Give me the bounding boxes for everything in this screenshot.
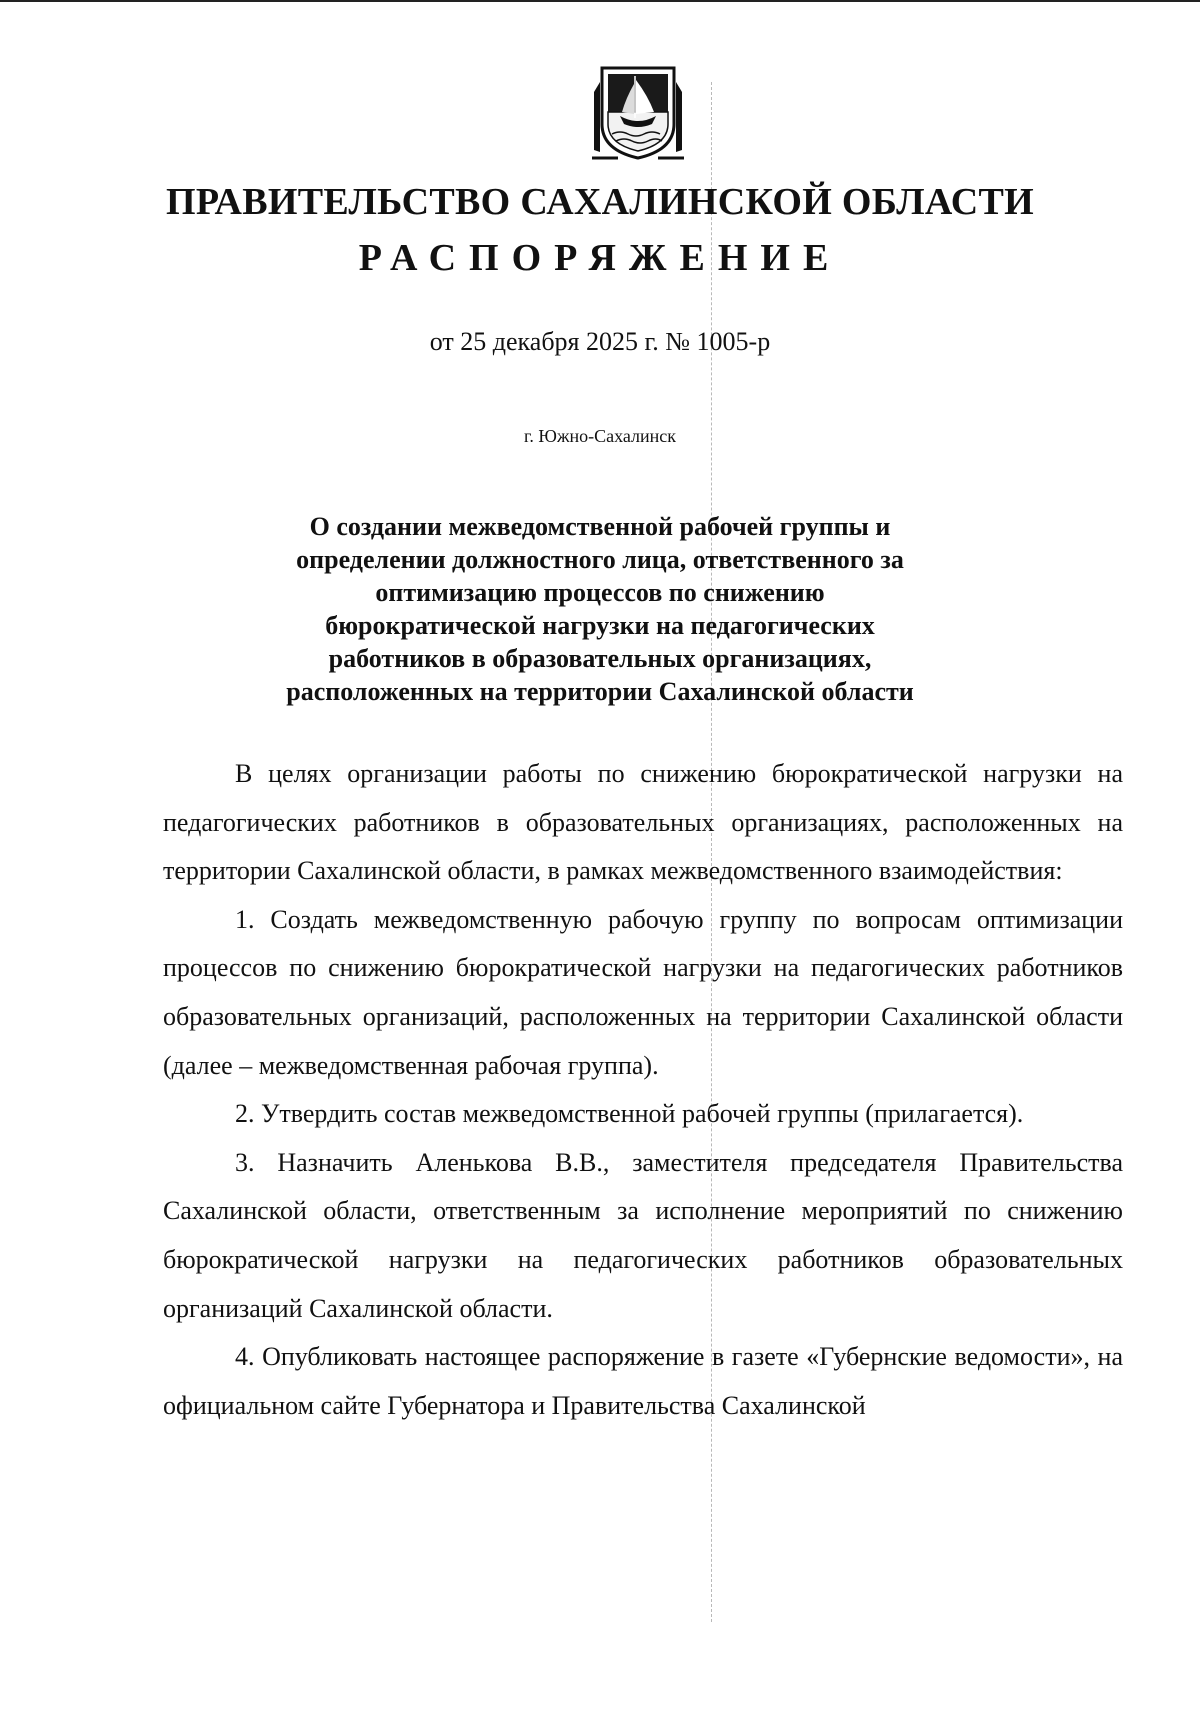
document-title-line: расположенных на территории Сахалинской области xyxy=(286,677,914,706)
preamble-paragraph: В целях организации работы по снижению бюрократической нагрузки на педагогических работников в образовательных организациях, расположенных на территории Сахалинской области, в рамках межведомственного взаимодействия: xyxy=(163,759,1123,886)
document-title xyxy=(250,510,950,708)
government-name: ПРАВИТЕЛЬСТВО САХАЛИНСКОЙ ОБЛАСТИ xyxy=(166,181,1034,223)
sakhalin-coat-of-arms-icon xyxy=(590,62,686,162)
document-title-line: бюрократической нагрузки на педагогических xyxy=(325,611,875,640)
document-title-line: работников в образовательных организациях, xyxy=(328,644,872,673)
document-title-line: определении должностного лица, ответственного за xyxy=(296,545,904,574)
document-body xyxy=(163,750,1123,1430)
document-city: г. Южно-Сахалинск xyxy=(523,426,677,446)
document-type: РАСПОРЯЖЕНИЕ xyxy=(358,237,842,279)
document-date-number: от 25 декабря 2025 г. № 1005-р xyxy=(429,327,771,356)
clause-paragraph-3: 3. Назначить Аленькова В.В., заместителя председателя Правительства Сахалинской области, ответственным за исполнение мероприятий по снижению бюрократической нагрузки на педагогических работников образовательных организаций Сахалинской области. xyxy=(163,1147,1123,1323)
document-title-line: О создании межведомственной рабочей группы и xyxy=(309,512,891,541)
clause-paragraph-4: 4. Опубликовать настоящее распоряжение в газете «Губернские ведомости», на официальном сайте Губернатора и Правительства Сахалинской xyxy=(163,1342,1123,1420)
document-title-line: оптимизацию процессов по снижению xyxy=(375,578,825,607)
clause-paragraph-1: 1. Создать межведомственную рабочую группу по вопросам оптимизации процессов по снижению бюрократической нагрузки на педагогических работников образовательных организаций, расположенных на территории Сахалинской области (далее – межведомственная рабочая группа). xyxy=(163,904,1123,1080)
clause-paragraph-2: 2. Утвердить состав межведомственной рабочей группы (прилагается). xyxy=(235,1099,1024,1129)
